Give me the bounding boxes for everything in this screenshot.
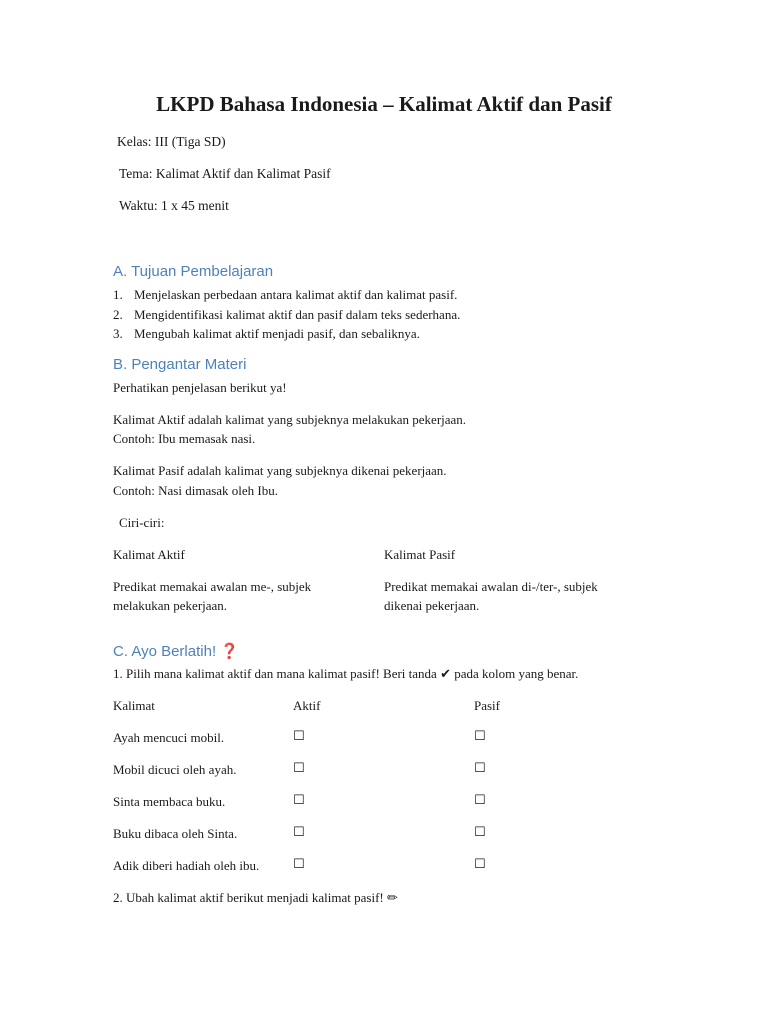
aktif-checkbox[interactable]: ☐ — [293, 857, 305, 872]
pasif-example: Contoh: Nasi dimasak oleh Ibu. — [113, 483, 279, 498]
col-header-aktif: Aktif — [293, 698, 321, 713]
ciri-aktif-line1: Predikat memakai awalan me-, subjek — [113, 579, 312, 594]
page-title: LKPD Bahasa Indonesia – Kalimat Aktif dan Pasif — [156, 92, 612, 116]
pasif-checkbox[interactable]: ☐ — [474, 857, 486, 872]
ciri-pasif-line2: dikenai pekerjaan. — [384, 598, 480, 613]
aktif-checkbox[interactable]: ☐ — [293, 825, 305, 840]
aktif-checkbox[interactable]: ☐ — [293, 761, 305, 776]
meta-kelas: Kelas: III (Tiga SD) — [117, 134, 226, 149]
heading-pengantar: B. Pengantar Materi — [113, 356, 247, 373]
aktif-checkbox[interactable]: ☐ — [293, 793, 305, 808]
list-item — [113, 324, 460, 344]
col-header-pasif: Pasif — [474, 698, 500, 713]
list-number: 1. — [113, 287, 123, 302]
list-number: 3. — [113, 326, 123, 341]
aktif-definition: Kalimat Aktif adalah kalimat yang subjeknya melakukan pekerjaan. — [113, 412, 467, 427]
list-item — [113, 285, 460, 305]
row-kalimat: Adik diberi hadiah oleh ibu. — [113, 858, 260, 873]
heading-tujuan: A. Tujuan Pembelajaran — [113, 263, 274, 280]
ciri-aktif-line2: melakukan pekerjaan. — [113, 598, 228, 613]
row-kalimat: Sinta membaca buku. — [113, 794, 226, 809]
ciri-header-pasif: Kalimat Pasif — [384, 547, 456, 562]
row-kalimat: Mobil dicuci oleh ayah. — [113, 762, 237, 777]
question-1: 1. Pilih mana kalimat aktif dan mana kalimat pasif! Beri tanda ✔ pada kolom yang benar. — [113, 666, 579, 681]
tujuan-list — [113, 285, 460, 344]
row-kalimat: Ayah mencuci mobil. — [113, 730, 225, 745]
pasif-checkbox[interactable]: ☐ — [474, 793, 486, 808]
col-header-kalimat: Kalimat — [113, 698, 155, 713]
ciri-header-aktif: Kalimat Aktif — [113, 547, 185, 562]
heading-berlatih: C. Ayo Berlatih! ❓ — [113, 643, 239, 660]
list-text: Mengidentifikasi kalimat aktif dan pasif dalam teks sederhana. — [134, 306, 461, 322]
aktif-example: Contoh: Ibu memasak nasi. — [113, 431, 256, 446]
pasif-checkbox[interactable]: ☐ — [474, 825, 486, 840]
ciri-label: Ciri-ciri: — [119, 515, 165, 530]
list-item — [113, 305, 460, 325]
question-2: 2. Ubah kalimat aktif berikut menjadi kalimat pasif! ✏ — [113, 890, 398, 905]
row-kalimat: Buku dibaca oleh Sinta. — [113, 826, 238, 841]
pasif-checkbox[interactable]: ☐ — [474, 761, 486, 776]
list-text: Menjelaskan perbedaan antara kalimat aktif dan kalimat pasif. — [134, 287, 458, 302]
ciri-pasif-line1: Predikat memakai awalan di-/ter-, subjek — [384, 579, 598, 594]
meta-tema: Tema: Kalimat Aktif dan Kalimat Pasif — [119, 166, 331, 181]
list-number: 2. — [113, 306, 123, 322]
pasif-checkbox[interactable]: ☐ — [474, 729, 486, 744]
aktif-checkbox[interactable]: ☐ — [293, 729, 305, 744]
materi-intro: Perhatikan penjelasan berikut ya! — [113, 380, 287, 395]
list-text: Mengubah kalimat aktif menjadi pasif, dan sebaliknya. — [134, 326, 420, 341]
pasif-definition: Kalimat Pasif adalah kalimat yang subjeknya dikenai pekerjaan. — [113, 463, 447, 478]
meta-waktu: Waktu: 1 x 45 menit — [119, 198, 229, 213]
